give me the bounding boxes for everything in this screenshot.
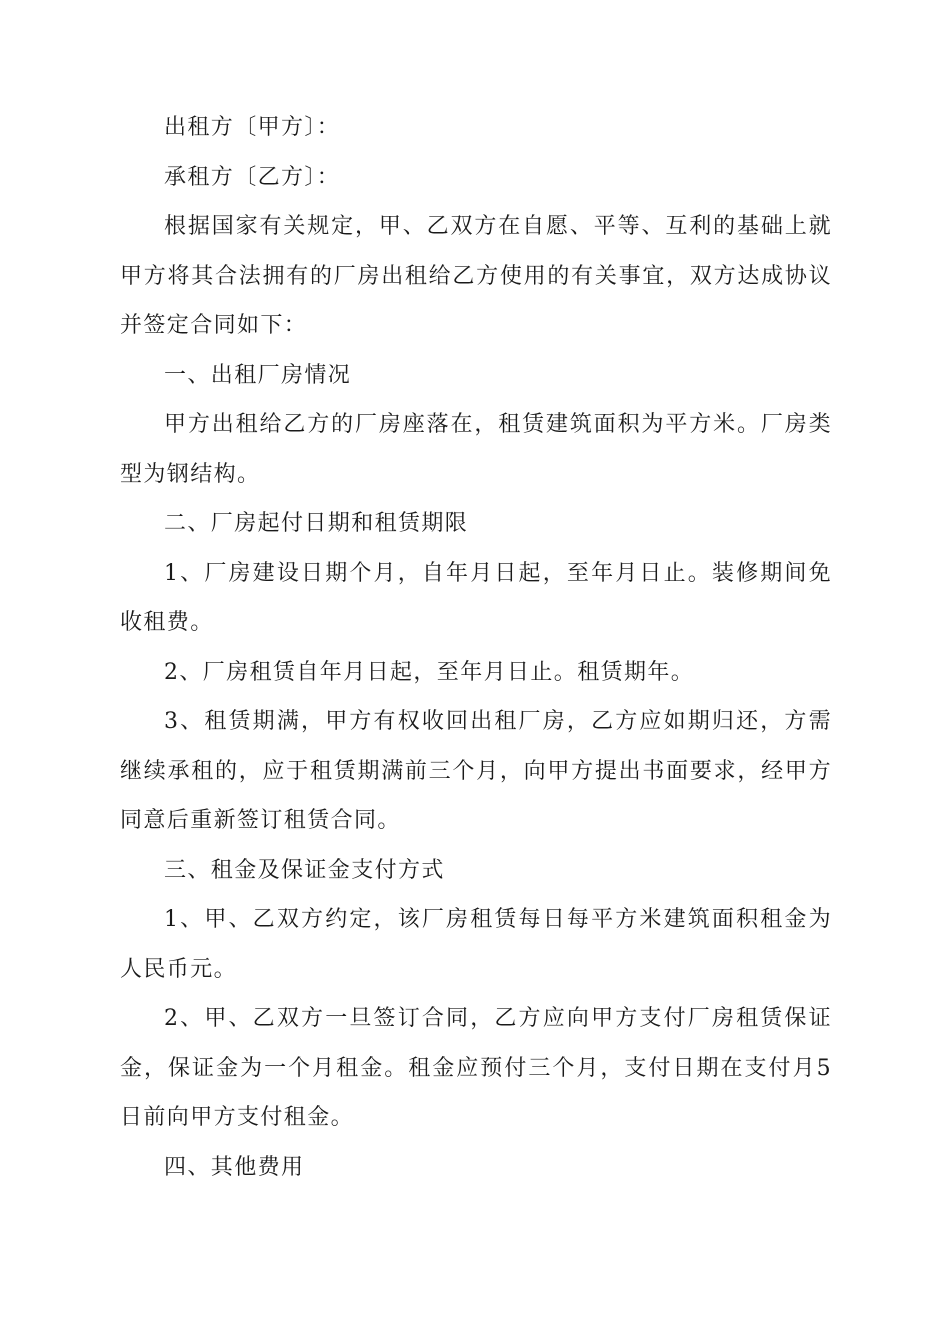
preamble-paragraph: 根据国家有关规定，甲、乙双方在自愿、平等、互利的基础上就甲方将其合法拥有的厂房出租给乙方使用的有关事宜，双方达成协议并签定合同如下： — [120, 214, 832, 338]
clause-3-2: 2、甲、乙双方一旦签订合同，乙方应向甲方支付厂房租赁保证金，保证金为一个月租金。租金应预付三个月，支付日期在支付月5日前向甲方支付租金。 — [120, 1006, 832, 1130]
section-1-paragraph: 甲方出租给乙方的厂房座落在，租赁建筑面积为平方米。厂房类型为钢结构。 — [120, 412, 832, 487]
section-heading-4: 四、其他费用 — [164, 1154, 305, 1180]
lessor-line: 出租方〔甲方〕： — [164, 115, 341, 140]
section-heading-1: 一、出租厂房情况 — [164, 362, 352, 388]
clause-2-1: 1、厂房建设日期个月，自年月日起，至年月日止。装修期间免收租费。 — [120, 560, 832, 635]
clause-2-2: 2、厂房租赁自年月日起，至年月日止。租赁期年。 — [164, 659, 695, 685]
lessee-line: 承租方〔乙方〕： — [164, 164, 341, 190]
section-heading-3: 三、租金及保证金支付方式 — [164, 857, 445, 883]
document-body — [120, 103, 832, 1192]
clause-2-3: 3、租赁期满，甲方有权收回出租厂房，乙方应如期归还，方需继续承租的，应于租赁期满前三个月，向甲方提出书面要求，经甲方同意后重新签订租赁合同。 — [120, 709, 832, 833]
section-heading-2: 二、厂房起付日期和租赁期限 — [164, 511, 469, 536]
clause-3-1: 1、甲、乙双方约定，该厂房租赁每日每平方米建筑面积租金为人民币元。 — [120, 907, 832, 982]
